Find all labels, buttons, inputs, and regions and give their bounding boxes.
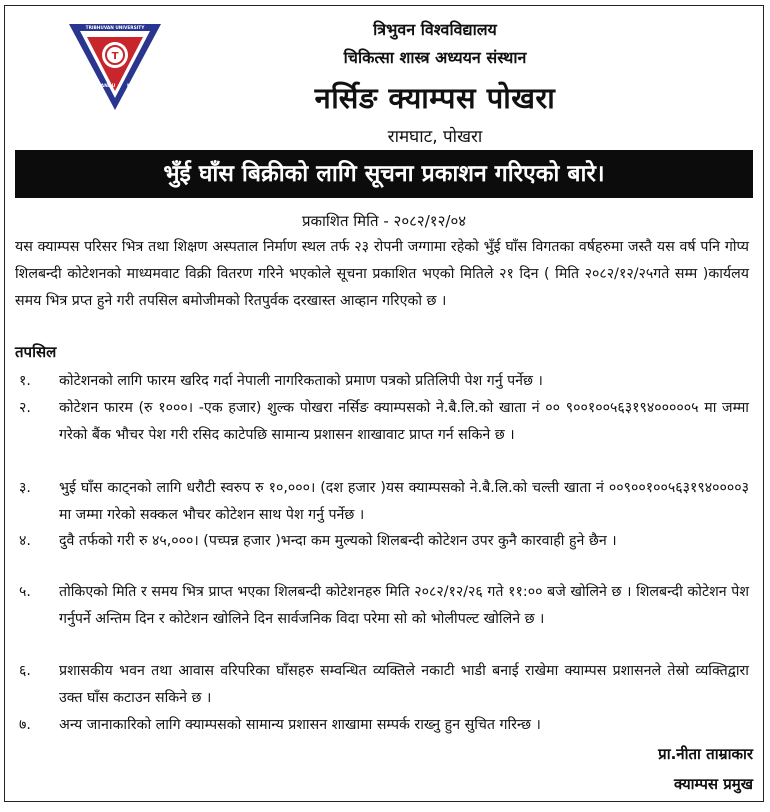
- list-item-text: अन्य जानाकारिको लागि क्याम्पसको सामान्य प्रशासन शाखामा सम्पर्क राख्नु हुन सुचित गरिन्छ ।: [59, 717, 541, 733]
- list-item-number: १.: [19, 373, 31, 389]
- list-item-number: ४.: [19, 533, 31, 549]
- list-item-number: ६.: [19, 663, 31, 679]
- university-seal-logo: [65, 18, 165, 114]
- list-item-text: भुई घाँस काट्नको लागि धरौटी स्वरुप रु १०,०००। (दश हजार )यस क्याम्पसको ने.बै.लि.को चल्ती खाता नं ००९००१००५६३१९४००००३ मा जम्मा गरेको सक्कल भौचर कोटेशन साथ पेश गर्नु पर्नेछ ।: [59, 480, 749, 523]
- details-heading: तपसिल: [15, 343, 57, 361]
- signatory-title: क्याम्पस प्रमुख: [673, 775, 753, 793]
- list-item-text: कोटेशन फारम (रु १०००। -एक हजार) शुल्क पोखरा नर्सिङ क्याम्पसको ने.बै.लि.को खाता नं ०० ९००१००५६३१९४०००००५ मा जम्मा गरेको बैंक भौचर पेश गरी रसिद काटेपछि सामान्य प्रशासन शाखावाट प्राप्त गर्न सकिने छ ।: [59, 400, 749, 443]
- list-item-text: प्रशासकीय भवन तथा आवास वरिपरिका घाँसहरु सम्वन्धित व्यक्तिले नकाटी भाडी बनाई राखेमा क्याम्पस प्रशासनले तेस्रो व्यक्तिद्वारा उक्त घाँस कटाउन सकिने छ ।: [59, 663, 749, 706]
- list-item: [15, 475, 749, 529]
- list-item: [15, 368, 749, 395]
- institute-name: चिकित्सा शास्त्र अध्ययन संस्थान: [343, 48, 527, 67]
- list-item-text: कोटेशनको लागि फारम खरिद गर्दा नेपाली नागरिकताको प्रमाण पत्रको प्रतिलिपी पेश गर्नु पर्नेछ ।: [59, 373, 543, 389]
- svg-text:T: T: [111, 51, 119, 62]
- campus-name: नर्सिङ क्याम्पस पोखरा: [314, 81, 556, 115]
- intro-paragraph: यस क्याम्पस परिसर भित्र तथा शिक्षण अस्पताल निर्माण स्थल तर्फ २३ रोपनी जग्गामा रहेको भुँई घाँस विगतका वर्षहरुमा जस्तै यस वर्ष पनि गोप्य शिलबन्दी कोटेशनको माध्यमवाट विक्री वितरण गरिने भएकोले सूचना प्रकाशित भएको मितिले २१ दिन ( मिति २०८२/१२/२५गते सम्म )कार्यलय समय भित्र प्रप्त हुने गरी तपसिल बमोजीमको रितपुर्वक दरखास्त आव्हान गरिएको छ ।: [15, 239, 749, 309]
- list-item-text: दुवै तर्फको गरी रु ४५,०००। (पच्पन्न हजार )भन्दा कम मुल्यको शिलबन्दी कोटेशन उपर कुनै कारवाही हुने छैन ।: [59, 533, 617, 549]
- list-item: [15, 579, 749, 633]
- list-item: [15, 395, 749, 449]
- notice-title-banner: भुँई घाँस बिक्रीको लागि सूचना प्रकाशन गरिएको बारे।: [15, 150, 753, 198]
- campus-location: रामघाट, पोखरा: [387, 127, 483, 147]
- university-name: त्रिभुवन विश्वविद्यालय: [373, 20, 497, 39]
- list-item: [15, 658, 749, 712]
- list-item-text: तोकिएको मिति र समय भित्र प्राप्त भएका शिलबन्दी कोटेशनहरु मिति २०८२/१२/२६ गते ११:०० बजे खोलिने छ । शिलबन्दी कोटेशन पेश गर्नुपर्ने अन्तिम दिन र कोटेशन खोलिने दिन सार्वजनिक विदा परेमा सो को भोलीपल्ट खोलिने छ ।: [59, 584, 749, 627]
- list-item: [15, 712, 749, 739]
- list-item-number: ३.: [19, 480, 31, 496]
- seal-text-right: NEPAL: [126, 84, 144, 89]
- list-item-number: ५.: [19, 584, 31, 600]
- signatory-name: प्रा.नीता ताम्राकार: [658, 745, 753, 763]
- list-item-number: ७.: [19, 717, 31, 733]
- notice-document: [4, 5, 764, 802]
- list-item-number: २.: [19, 400, 31, 416]
- published-date: प्रकाशित मिति - २०८२/१२/०४: [301, 212, 467, 230]
- seal-text-top: TRIBHUVAN UNIVERSITY: [85, 26, 145, 31]
- list-item: [15, 528, 749, 555]
- seal-text-left: KATHMANDU: [82, 84, 116, 89]
